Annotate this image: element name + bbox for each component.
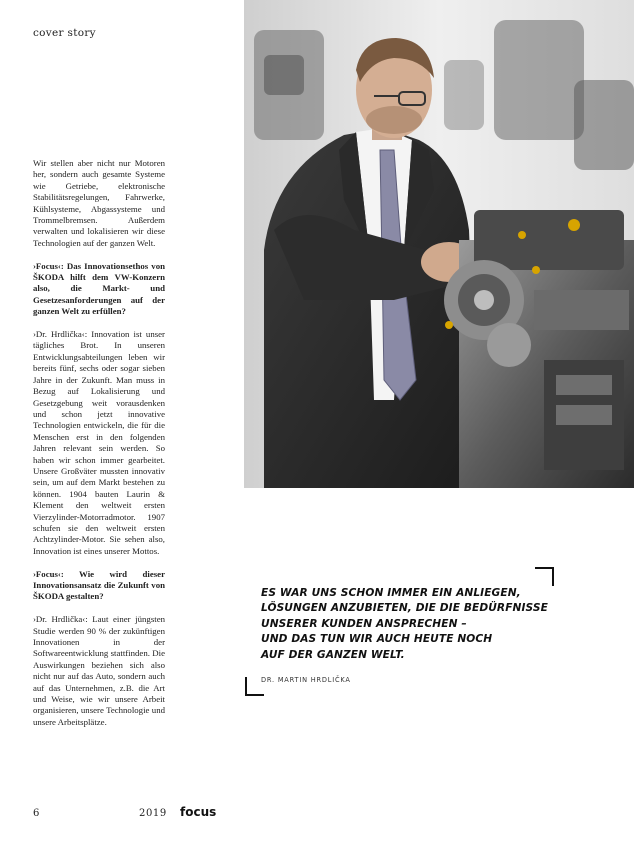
pull-quote-line: UNSERER KUNDEN ANSPRECHEN – [261,617,467,630]
section-label: cover story [33,27,96,39]
pull-quote-line: ES WAR UNS SCHON IMMER EIN ANLIEGEN, [261,587,521,599]
paragraph-1: Wir stellen aber nicht nur Motoren her, sondern auch gesamte Systeme wie Getriebe, elektronische Stabilitätsregelungen, Fahrwerke, Kühlsysteme, Abgassysteme und Trommelbremsen. Außerdem verwalten und lokalisieren wir diese Technologien auf der ganzen Welt. [33,158,165,248]
page-number: 6 [33,808,40,819]
pull-quote-author: DR. MARTIN HRDLIČKA [261,676,351,684]
portrait-photo [244,0,634,488]
pull-quote-line: AUF DER GANZEN WELT. [261,648,405,661]
paragraph-3: ›Dr. Hrdlička‹: Laut einer jüngsten Studie werden 90 % der zukünftigen Innovationen in der Softwareentwicklung stattfinden. Die Auswirkungen beziehen sich also nicht nur auf das Auto, sondern auch auf das Unternehmen, z.B. die Art und Weise, wie wir unsere Arbeit organisieren, unsere Technologie und unsere Arbeitsplätze. [33,614,165,727]
pull-quote-line: UND DAS TUN WIR AUCH HEUTE NOCH [261,633,493,646]
magazine-logo: focus [180,805,217,819]
paragraph-2: ›Dr. Hrdlička‹: Innovation ist unser tägliches Brot. In unseren Entwicklungsabteilungen leben wir bereits fünf, sechs oder sogar sieben Jahre in der Zukunft. Man muss in Bezug auf Lokalisierung und Gesetzgebung weit vorausdenken und schon jetzt innovative Technologien entwickeln, die für die Menschen erst in den folgenden Jahren relevant sein werden. So haben wir schon immer gearbeitet. Unsere Großväter mussten innovativ sein, um auf dem Markt bestehen zu können. 1904 bauten Laurin & Klement den weltweit ersten Vierzylinder-Motorradmotor. 1907 schufen sie den weltweit ersten Achtzylinder-Motor. Sie sehen also, Innovation ist eines unserer Mottos. [33,329,165,556]
quote-corner-top-right [535,567,554,586]
question-2: ›Focus‹: Wie wird dieser Innovationsansatz die Zukunft von ŠKODA gestalten? [33,568,165,602]
question-1: ›Focus‹: Das Innovationsethos von ŠKODA hilft dem VW-Konzern also, die Markt- und Gesetzesanforderungen auf der ganzen Welt zu erfüllen? [33,260,165,317]
interview-text-column [33,158,165,740]
pull-quote-line: LÖSUNGEN ANZUBIETEN, DIE DIE BEDÜRFNISSE [261,602,548,615]
pull-quote [261,586,591,663]
issue-year: 2019 [139,808,167,819]
man-with-engine-illustration [244,0,634,488]
